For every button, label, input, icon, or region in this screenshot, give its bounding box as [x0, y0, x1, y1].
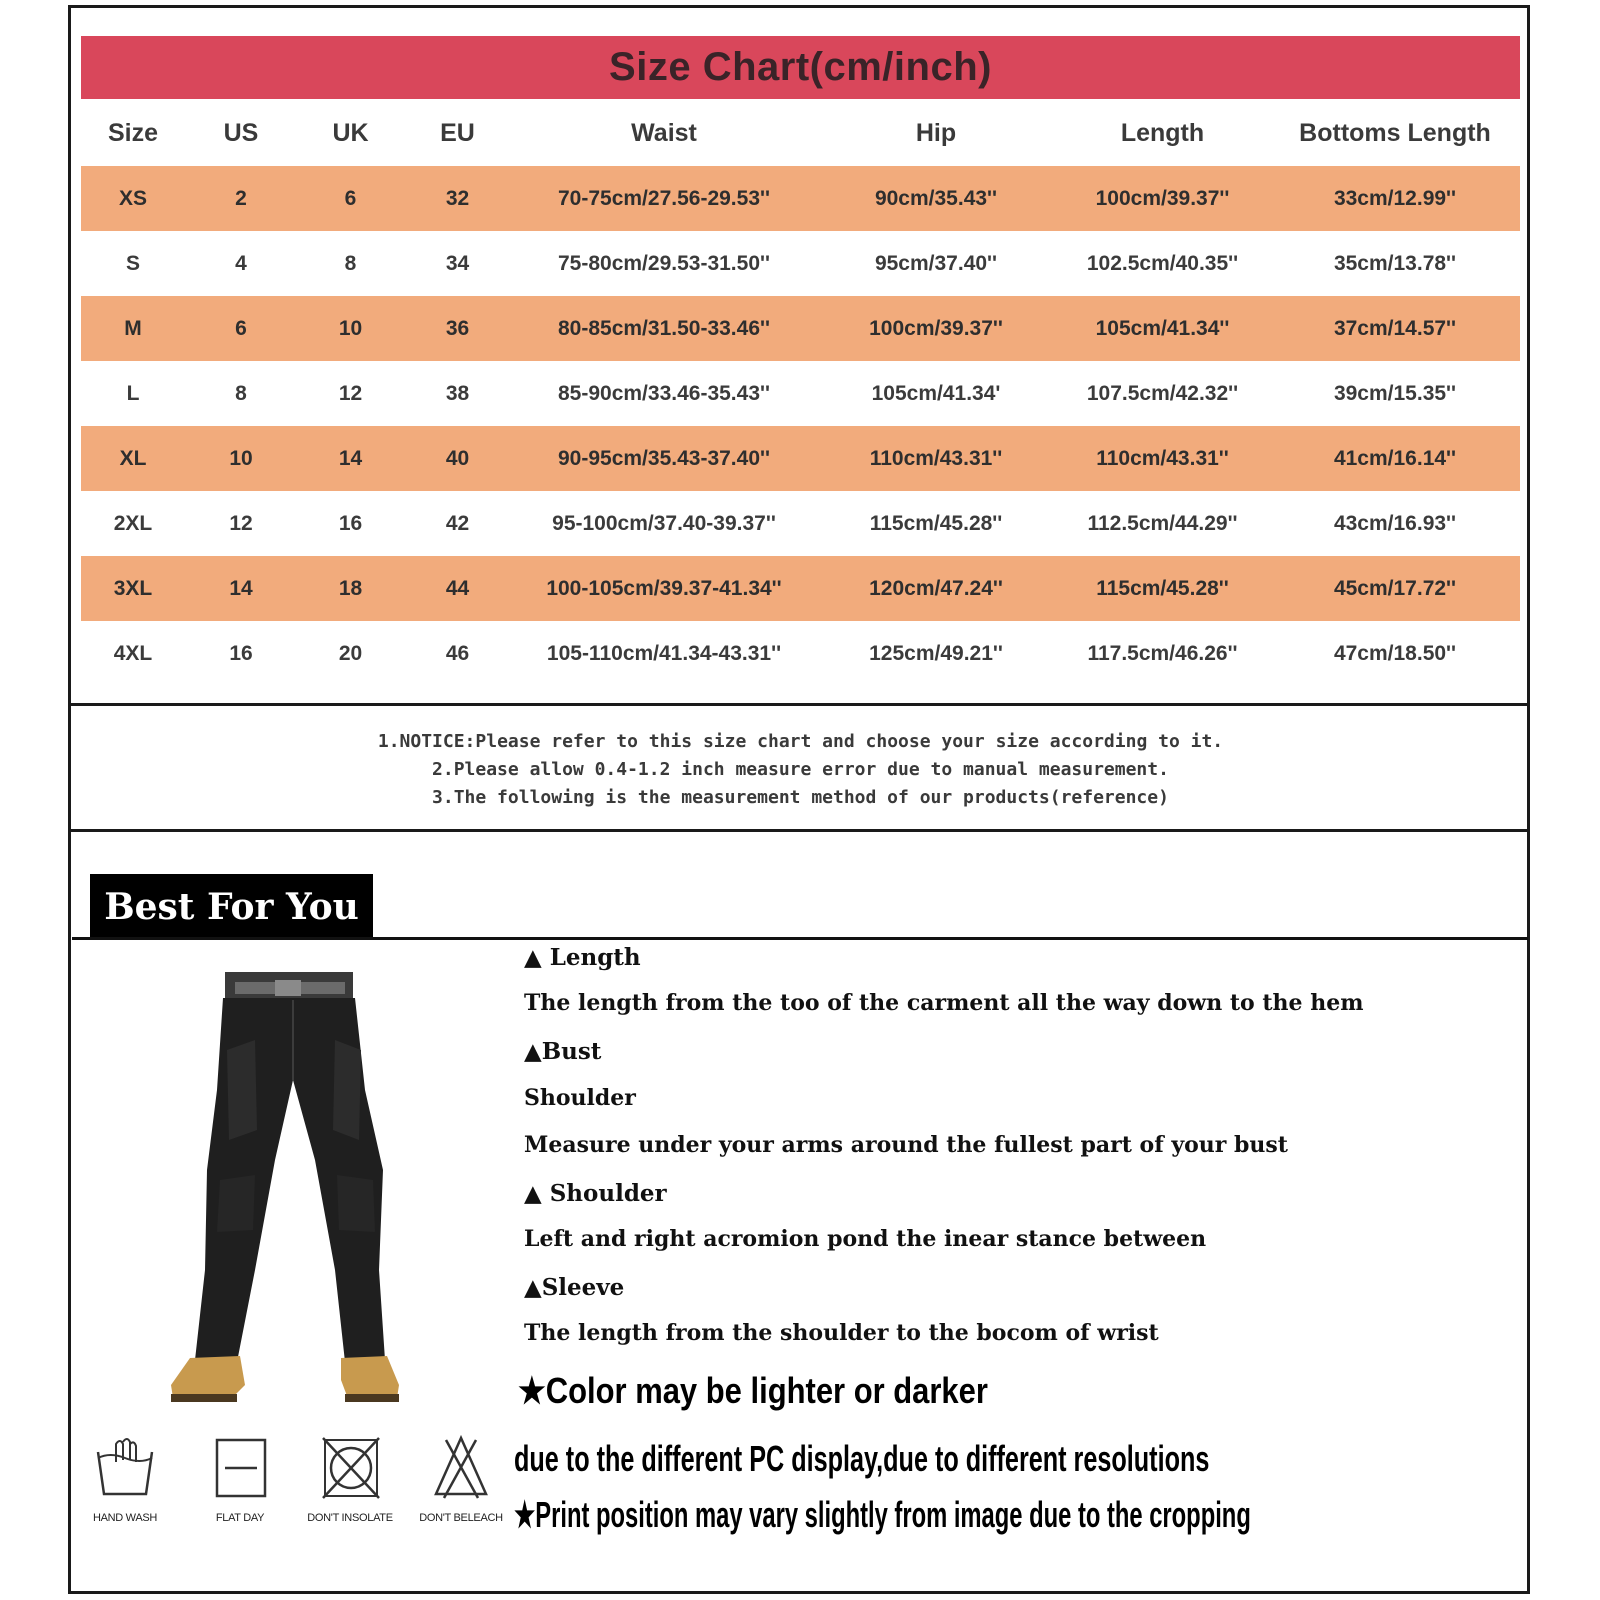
size-row — [81, 556, 1520, 621]
size-cell: 115cm/45.28'' — [1055, 556, 1270, 621]
size-cell: 4 — [235, 251, 247, 275]
size-cell: 2XL — [113, 511, 153, 535]
size-cell: 39cm/15.35'' — [1333, 381, 1457, 405]
size-cell: 115cm/45.28'' — [869, 511, 1003, 535]
size-cell: 40 — [404, 426, 511, 491]
size-cell: 12 — [338, 381, 363, 405]
size-cell: 47cm/18.50'' — [1333, 641, 1457, 665]
color-note: ★Color may be lighter or darker — [518, 1370, 988, 1411]
dont-bleach-icon — [426, 1432, 496, 1502]
size-cell: 125cm/49.21'' — [869, 641, 1003, 665]
size-cell: 37cm/14.57'' — [1270, 296, 1520, 361]
size-cell: 33cm/12.99'' — [1270, 166, 1520, 231]
size-chart-body — [81, 166, 1520, 686]
section-underline — [72, 937, 1528, 940]
notice-line-3: 3.The following is the measurement method of our products(reference) — [432, 787, 1169, 808]
size-cell: 110cm/43.31'' — [1055, 426, 1270, 491]
size-cell: 107.5cm/42.32'' — [1086, 381, 1239, 405]
size-chart-header-row — [81, 100, 1520, 166]
size-chart-title: Size Chart(cm/inch) — [609, 45, 992, 89]
size-cell: 16 — [338, 511, 363, 535]
size-cell: 80-85cm/31.50-33.46'' — [511, 296, 817, 361]
size-row — [81, 426, 1520, 491]
size-cell: 41cm/16.14'' — [1270, 426, 1520, 491]
care-label: DON'T INSOLATE — [307, 1512, 393, 1524]
size-cell: 90-95cm/35.43-37.40'' — [511, 426, 817, 491]
best-for-you-label: Best For You — [104, 886, 359, 928]
size-row — [81, 296, 1520, 361]
size-cell: 14 — [185, 556, 297, 621]
column-header: Length — [1120, 118, 1205, 147]
size-cell: 34 — [445, 251, 470, 275]
shoulder-text: Left and right acromion pond the inear stance between — [524, 1226, 1207, 1252]
notice-block — [81, 728, 1520, 812]
size-cell: 75-80cm/29.53-31.50'' — [558, 251, 770, 275]
sleeve-text: The length from the shoulder to the bocom of wrist — [524, 1320, 1159, 1346]
size-cell: 117.5cm/46.26'' — [1087, 641, 1238, 665]
column-header: Bottoms Length — [1299, 118, 1491, 147]
display-note: due to the different PC display,due to different resolutions — [514, 1438, 1210, 1479]
size-cell: 32 — [404, 166, 511, 231]
column-header: US — [223, 118, 259, 147]
size-cell: 12 — [229, 511, 253, 535]
size-chart-table — [81, 100, 1520, 686]
size-cell: 70-75cm/27.56-29.53'' — [511, 166, 817, 231]
size-cell: 102.5cm/40.35'' — [1086, 251, 1239, 275]
best-for-you-tag — [90, 874, 373, 940]
size-cell: 10 — [185, 426, 297, 491]
notice-line-1: 1.NOTICE:Please refer to this size chart and choose your size according to it. — [377, 731, 1224, 752]
hand-wash-icon — [90, 1432, 160, 1502]
care-dont-tumble-dry — [300, 1432, 400, 1524]
size-cell: 18 — [297, 556, 404, 621]
bust-text: Measure under your arms around the fullest part of your bust — [524, 1132, 1288, 1158]
size-cell: 42 — [445, 511, 470, 535]
size-cell: 6 — [297, 166, 404, 231]
size-row — [81, 491, 1520, 556]
column-header: EU — [440, 118, 475, 147]
size-row — [81, 166, 1520, 231]
flat-dry-icon — [205, 1432, 275, 1502]
bust-subheading: Shoulder — [524, 1085, 636, 1111]
size-cell: 105-110cm/41.34-43.31'' — [546, 641, 782, 665]
size-cell: 100-105cm/39.37-41.34'' — [511, 556, 817, 621]
divider — [68, 703, 1530, 706]
size-cell: XS — [81, 166, 185, 231]
size-row — [81, 361, 1520, 426]
size-row — [81, 621, 1520, 686]
dont-tumble-dry-icon — [315, 1432, 385, 1502]
size-row — [81, 231, 1520, 296]
size-cell: 95-100cm/37.40-39.37'' — [552, 511, 776, 535]
size-cell: 16 — [229, 641, 253, 665]
size-cell: 95cm/37.40'' — [874, 251, 998, 275]
care-hand-wash — [75, 1432, 175, 1524]
size-cell: 10 — [297, 296, 404, 361]
size-cell: M — [81, 296, 185, 361]
column-header: UK — [332, 118, 369, 147]
size-cell: 38 — [445, 381, 470, 405]
size-cell: 44 — [404, 556, 511, 621]
size-cell: 2 — [185, 166, 297, 231]
column-header: Waist — [631, 118, 697, 147]
divider — [68, 829, 1530, 832]
notice-line-2: 2.Please allow 0.4-1.2 inch measure error due to manual measurement. — [432, 759, 1169, 780]
size-cell: 8 — [344, 251, 357, 275]
size-cell: 112.5cm/44.29'' — [1087, 511, 1238, 535]
size-cell: 8 — [235, 381, 247, 405]
care-label: FLAT DAY — [215, 1512, 265, 1524]
size-cell: 14 — [297, 426, 404, 491]
sleeve-heading: ▲Sleeve — [524, 1274, 625, 1301]
size-cell: 45cm/17.72'' — [1270, 556, 1520, 621]
size-cell: 20 — [338, 641, 363, 665]
bust-heading: ▲Bust — [524, 1038, 602, 1065]
print-note: ★Print position may vary slightly from image due to the cropping — [514, 1494, 1251, 1535]
length-heading: ▲ Length — [524, 944, 641, 971]
care-label: HAND WASH — [92, 1512, 158, 1524]
size-cell: 105cm/41.34'' — [1055, 296, 1270, 361]
size-cell: 120cm/47.24'' — [817, 556, 1055, 621]
size-cell: S — [125, 251, 140, 275]
care-label: DON'T BELEACH — [419, 1512, 503, 1524]
size-cell: 110cm/43.31'' — [817, 426, 1055, 491]
size-cell: 46 — [445, 641, 470, 665]
size-cell: 4XL — [113, 641, 153, 665]
size-cell: 85-90cm/33.46-35.43'' — [558, 381, 770, 405]
size-chart-title-bar — [81, 36, 1520, 99]
care-dont-bleach — [411, 1432, 511, 1524]
size-cell: 3XL — [81, 556, 185, 621]
tactical-pants-image — [165, 970, 405, 1415]
size-cell: 100cm/39.37'' — [1055, 166, 1270, 231]
size-cell: 90cm/35.43'' — [817, 166, 1055, 231]
column-header: Size — [107, 118, 159, 147]
size-cell: 43cm/16.93'' — [1333, 511, 1457, 535]
size-cell: 105cm/41.34' — [871, 381, 1001, 405]
size-cell: 36 — [404, 296, 511, 361]
size-cell: L — [126, 381, 140, 405]
shoulder-heading: ▲ Shoulder — [524, 1180, 667, 1207]
length-text: The length from the too of the carment all the way down to the hem — [524, 990, 1364, 1016]
size-cell: 100cm/39.37'' — [817, 296, 1055, 361]
column-header: Hip — [915, 118, 957, 147]
size-cell: XL — [81, 426, 185, 491]
size-cell: 35cm/13.78'' — [1333, 251, 1457, 275]
care-flat-dry — [190, 1432, 290, 1524]
size-cell: 6 — [185, 296, 297, 361]
